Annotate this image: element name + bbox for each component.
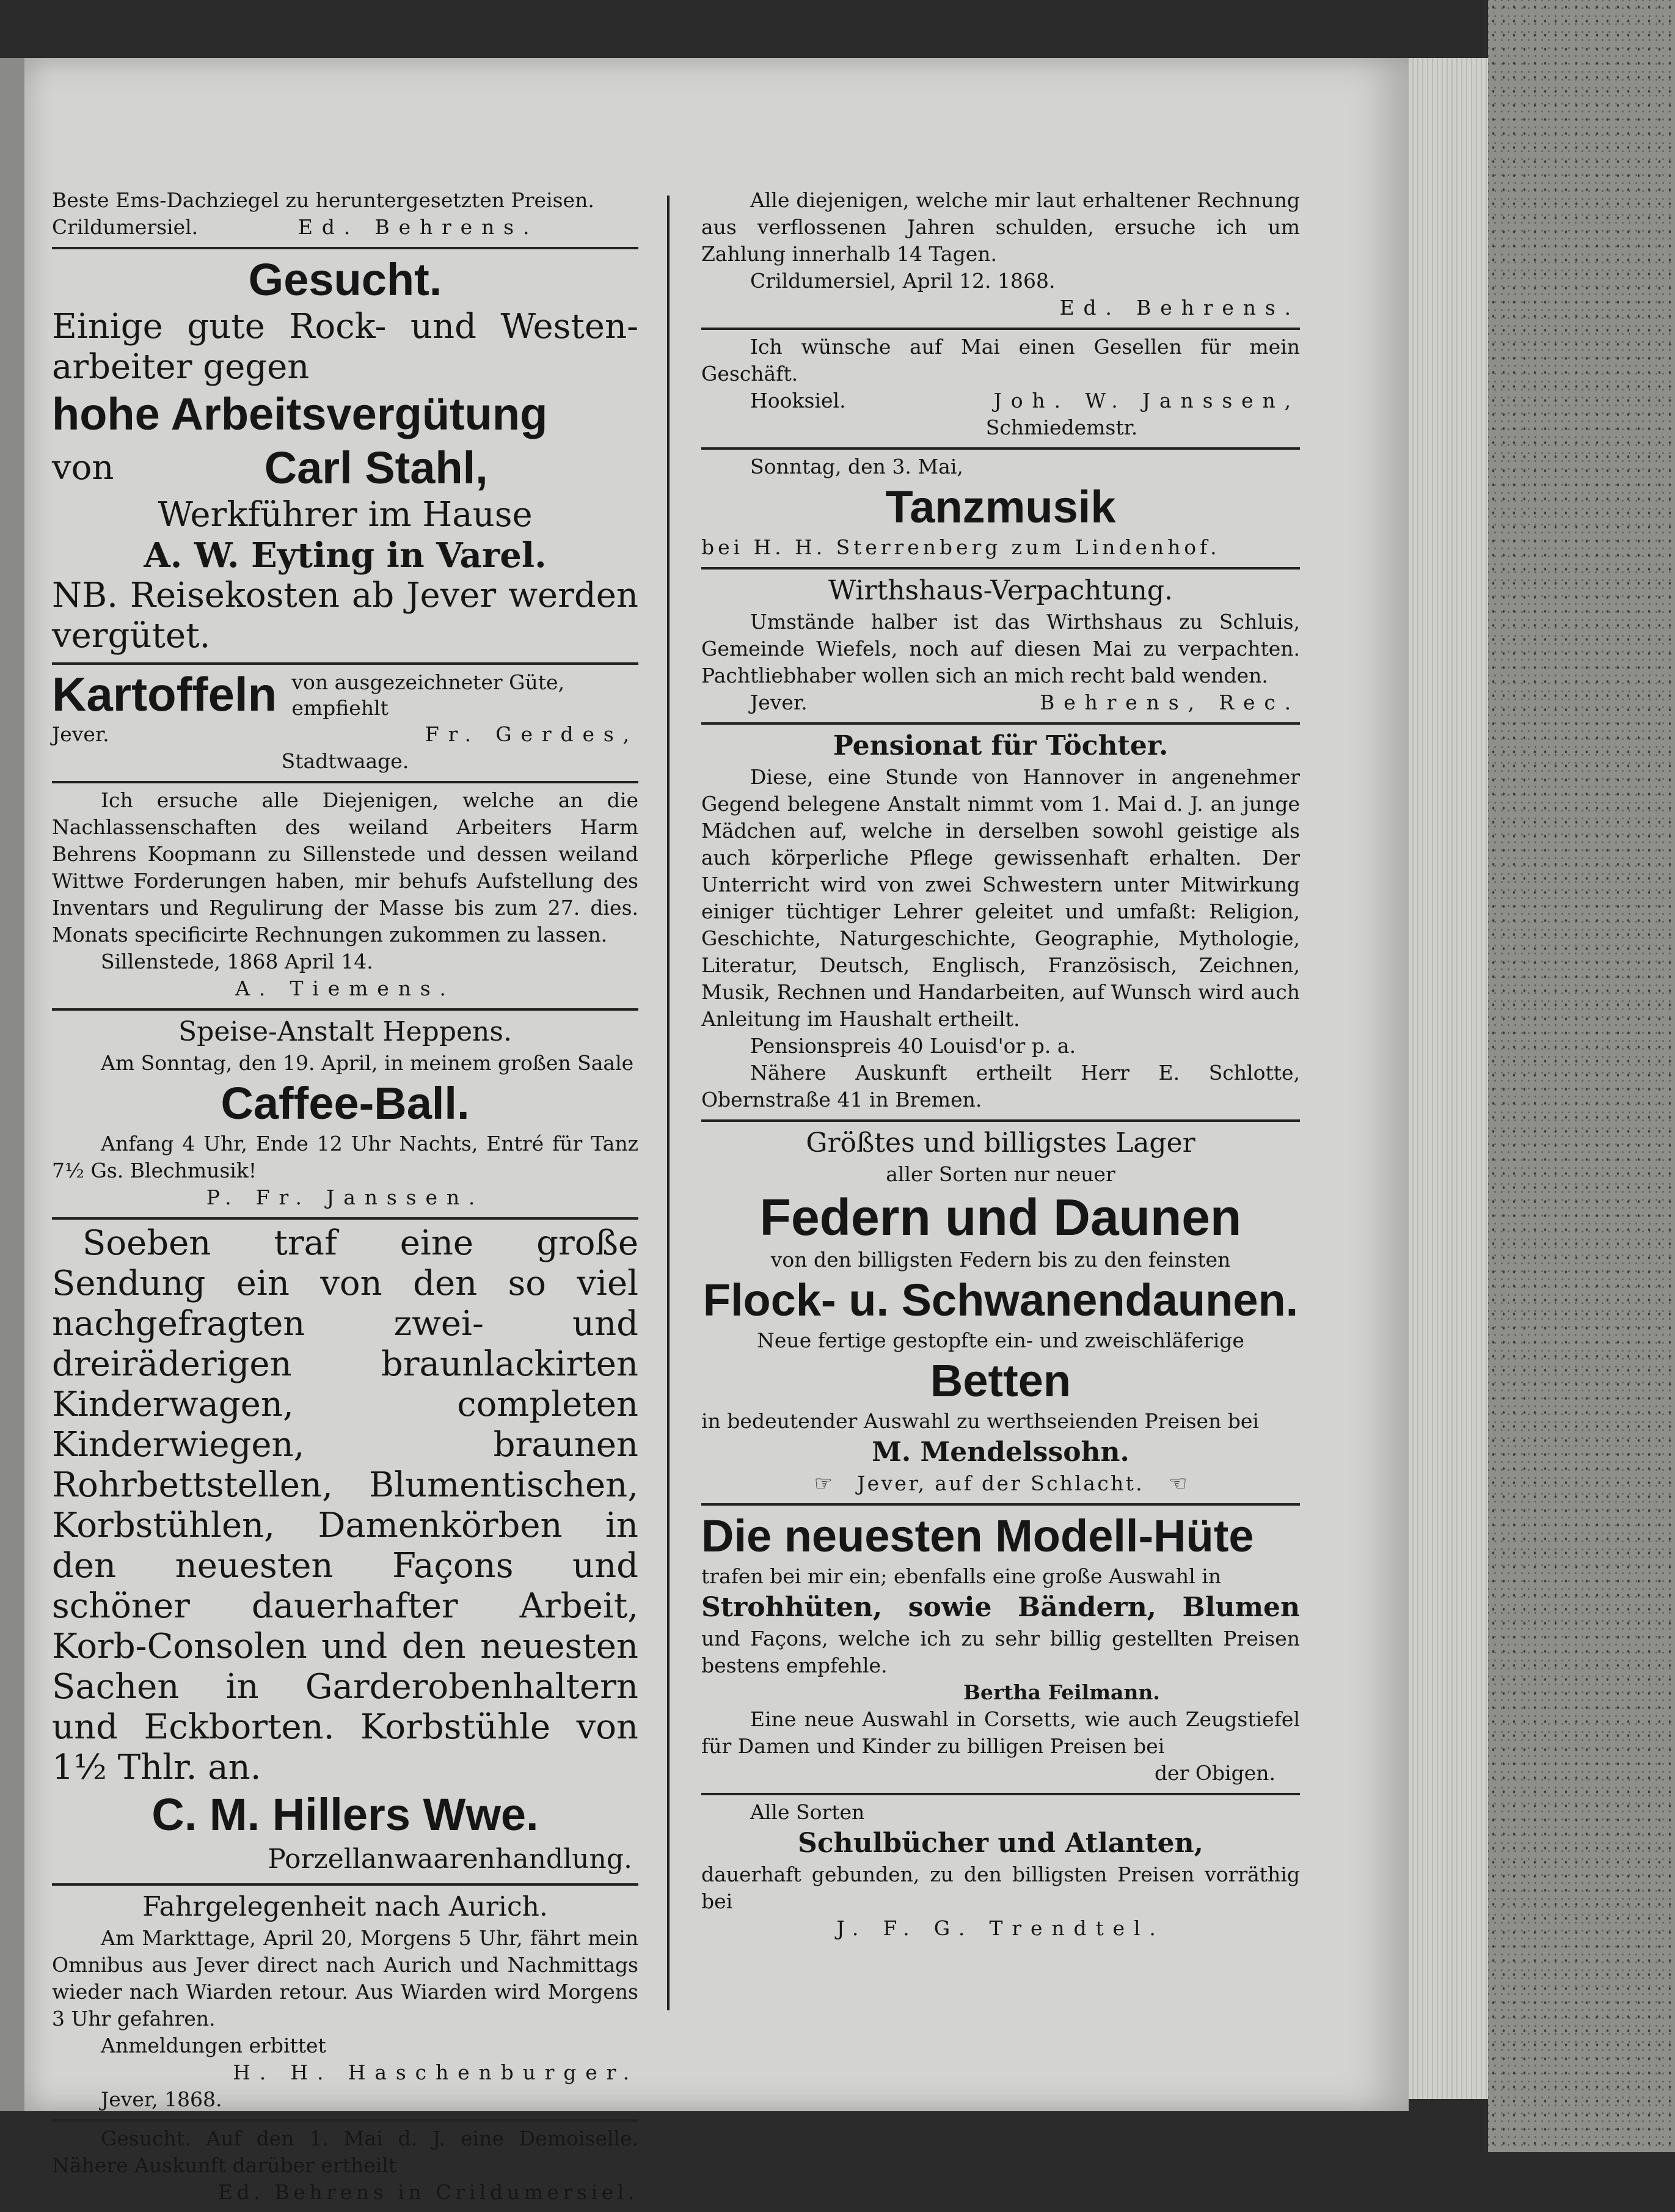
- ad-text: Ich wünsche auf Mai einen Gesellen für mein Geschäft.: [701, 335, 1300, 386]
- ad-place: Jever.: [52, 722, 109, 746]
- ad-text: und Façons, welche ich zu sehr billig gestellten Preisen bestens empfehle.: [701, 1627, 1300, 1677]
- ad-text: Einige gute Rock- und Westen-: [52, 307, 638, 346]
- ad-kinderwagen: [52, 1220, 638, 1886]
- ad-text: Alle diejenigen, welche mir laut erhaltener Rechnung aus verflossenen Jahren schulden, ersuche ich um Zahlung innerhalb 14 Tagen.: [701, 188, 1300, 266]
- ad-title: Speise-Anstalt Heppens.: [178, 1016, 512, 1047]
- ad-text: in bedeutender Auswahl zu werthseienden Preisen bei: [701, 1409, 1259, 1433]
- ad-title: Kartoffeln: [52, 667, 277, 721]
- ad-title: Fahrgelegenheit nach Aurich.: [142, 1891, 548, 1922]
- ad-text: Am Sonntag, den 19. April, in meinem großen Saale: [101, 1051, 634, 1075]
- ad-geselle: [701, 330, 1300, 450]
- ad-date: Crildumersiel, April 12. 1868.: [750, 269, 1056, 293]
- ad-caffee-ball: [52, 1011, 638, 1220]
- ad-kartoffeln: [52, 665, 638, 783]
- ad-text: von: [52, 448, 114, 488]
- ad-headline: Schulbücher und Atlanten,: [798, 1828, 1203, 1859]
- ad-text: Soeben traf eine große Sendung ein von den so viel nachgefragten zwei- und dreiräderigen braunlackirten Kinderwagen, completen Kinderwiegen, braunen Rohrbettstellen, Blumentischen, Korbstühlen, Damenkörben in den neuesten Façons und schöner dauerhafter Arbeit, Korb-Consolen und den neuesten Sachen in Garderobenhaltern und Eckborten. Korbstühle von 1½ Thlr. an.: [52, 1223, 638, 1787]
- pointing-hand-left-icon: ☜: [1168, 1471, 1188, 1496]
- ad-text: von ausgezeichneter Güte,: [291, 670, 565, 694]
- book-gutter: [0, 58, 24, 2111]
- ad-demoiselle: [52, 2122, 638, 2212]
- ad-text: Gesucht. Auf den 1. Mai d. J. eine Demoiselle. Nähere Auskunft darüber ertheilt: [52, 2126, 638, 2177]
- ad-text: Eine neue Auswahl in Corsetts, wie auch Zeugstiefel für Damen und Kinder zu billigen Preisen bei: [701, 1707, 1300, 1758]
- ad-text: Anmeldungen erbittet: [101, 2034, 326, 2057]
- ad-headline: Flock- u. Schwanendaunen.: [702, 1275, 1299, 1325]
- ad-place: Jever.: [750, 690, 808, 714]
- ad-headline: Federn und Daunen: [759, 1188, 1242, 1246]
- ad-headline: Strohhüten, sowie Bändern, Blumen: [701, 1592, 1300, 1623]
- ad-name: M. Mendelssohn.: [872, 1437, 1129, 1468]
- ad-schulbuecher: [701, 1795, 1300, 1948]
- ad-text: A. W. Eyting in Varel.: [144, 535, 547, 576]
- ad-text: bei H. H. Sterrenberg zum Lindenhof.: [701, 535, 1221, 559]
- ad-signature: Joh. W. Janssen,: [993, 389, 1300, 412]
- ad-nachlass: [52, 783, 638, 1011]
- ad-title: Wirthshaus-Verpachtung.: [828, 575, 1173, 606]
- ad-text: Pensionspreis 40 Louisd'or p. a.: [750, 1034, 1076, 1058]
- ad-signature: Ed. Behrens in Crildumersiel.: [217, 2180, 638, 2204]
- ad-modell-huete: [701, 1506, 1300, 1795]
- column-divider: [667, 196, 670, 2010]
- ad-place: Hooksiel.: [750, 389, 846, 412]
- ad-name: Carl Stahl,: [264, 442, 488, 493]
- ad-fahrgelegenheit: [52, 1886, 638, 2122]
- ad-text: empfiehlt: [291, 696, 389, 720]
- ad-text: dauerhaft gebunden, zu den billigsten Preisen vorräthig bei: [701, 1862, 1300, 1913]
- ad-federn-daunen: [701, 1122, 1300, 1506]
- ad-gesucht-arbeiter: [52, 249, 638, 665]
- ad-title: Gesucht.: [248, 254, 442, 305]
- ad-text: aller Sorten nur neuer: [886, 1162, 1115, 1186]
- ad-wirthshaus: [701, 569, 1300, 725]
- ad-signature: P. Fr. Janssen.: [206, 1185, 484, 1209]
- page-edges: [1409, 58, 1488, 2099]
- ad-signature: Ed. Behrens.: [1059, 296, 1300, 320]
- ad-date: Jever, 1868.: [101, 2087, 222, 2111]
- ad-tanzmusik: [701, 450, 1300, 569]
- ad-headline: Betten: [930, 1355, 1071, 1406]
- ad-place: Jever, auf der Schlacht.: [857, 1471, 1144, 1495]
- book-cover: [1488, 0, 1675, 2152]
- ad-text: arbeiter gegen: [52, 347, 310, 387]
- ad-signature: Bertha Feilmann.: [963, 1680, 1160, 1704]
- ad-text: Schmiedemstr.: [985, 416, 1138, 439]
- ad-text: Alle Sorten: [750, 1800, 865, 1824]
- ad-place: Crildumersiel.: [52, 215, 199, 239]
- ad-signature: A. Tiemens.: [235, 976, 455, 1000]
- ad-text: von den billigsten Federn bis zu den feinsten: [770, 1248, 1231, 1272]
- left-column: [52, 183, 638, 2212]
- ad-title: Pensionat für Töchter.: [833, 730, 1169, 761]
- ad-text: Umstände halber ist das Wirthshaus zu Schluis, Gemeinde Wiefels, noch auf diesen Mai zu verpachten. Pachtliebhaber wollen sich an mich recht bald wenden.: [701, 610, 1300, 687]
- ad-text: Diese, eine Stunde von Hannover in angenehmer Gegend belegene Anstalt nimmt vom 1. Mai d. J. an junge Mädchen auf, welche in derselben sowohl geistige als auch körperliche Pflege gewissenhaft erhalten. Der Unterricht wird von zwei Schwestern unter Mitwirkung einiger tüchtiger Lehrer geleitet und umfaßt: Religion, Geschichte, Naturgeschichte, Geographie, Mythologie, Literatur, Deutsch, Englisch, Französisch, Zeichnen, Musik, Rechnen und Handarbeiten, auf Wunsch wird auch Anleitung im Haushalt ertheilt.: [701, 765, 1300, 1031]
- ad-signature: H. H. Haschenburger.: [233, 2060, 638, 2084]
- ad-text: Ich ersuche alle Diejenigen, welche an die Nachlassenschaften des weiland Arbeiters Harm Behrens Koopmann zu Sillenstede und dessen weiland Wittwe Forderungen haben, mir behufs Aufstellung des Inventars und Regulirung der Masse bis zum 27. dies. Monats specificirte Rechnungen zukommen zu lassen.: [52, 788, 638, 947]
- ad-text: NB. Reisekosten ab Jever werden: [52, 576, 638, 615]
- ad-headline: Tanzmusik: [885, 482, 1116, 532]
- ad-text: Porzellanwaarenhandlung.: [268, 1844, 632, 1875]
- ad-signature: Ed. Behrens.: [297, 215, 539, 239]
- ad-headline: Caffee-Ball.: [221, 1078, 470, 1129]
- ad-text: Neue fertige gestopfte ein- und zweischläferige: [757, 1328, 1244, 1352]
- ad-title: Größtes und billigstes Lager: [806, 1127, 1195, 1159]
- ad-signature: Fr. Gerdes,: [425, 722, 638, 746]
- ad-text: trafen bei mir ein; ebenfalls eine große Auswahl in: [701, 1564, 1222, 1588]
- ad-text: Stadtwaage.: [281, 749, 409, 773]
- ad-zahlung: [701, 183, 1300, 330]
- right-column: [701, 183, 1300, 1948]
- ad-text: Am Markttage, April 20, Morgens 5 Uhr, fährt mein Omnibus aus Jever direct nach Aurich und Nachmittags wieder nach Wiarden retour. Aus Wiarden wird Morgens 3 Uhr gefahren.: [52, 1926, 638, 2031]
- ad-text: Anfang 4 Uhr, Ende 12 Uhr Nachts, Entré für Tanz 7½ Gs. Blechmusik!: [52, 1132, 638, 1182]
- pointing-hand-right-icon: ☞: [814, 1471, 833, 1496]
- ad-text: Sonntag, den 3. Mai,: [750, 455, 963, 478]
- ad-text: Nähere Auskunft ertheilt Herr E. Schlotte, Obernstraße 41 in Bremen.: [701, 1061, 1300, 1111]
- ad-title: Die neuesten Modell-Hüte: [701, 1511, 1254, 1561]
- ad-text: Werkführer im Hause: [158, 495, 533, 535]
- ad-signature: Behrens, Rec.: [1040, 690, 1300, 714]
- ad-signature: J. F. G. Trendtel.: [836, 1916, 1165, 1940]
- ad-text: Beste Ems-Dachziegel zu heruntergesetzten Preisen.: [52, 188, 594, 212]
- ad-headline: hohe Arbeitsvergütung: [52, 389, 548, 439]
- ad-pensionat: [701, 725, 1300, 1122]
- ad-signature: der Obigen.: [1154, 1761, 1275, 1785]
- ad-name: C. M. Hillers Wwe.: [151, 1789, 539, 1840]
- ad-text: vergütet.: [52, 616, 211, 656]
- ad-dachziegel: [52, 183, 638, 249]
- ad-date: Sillenstede, 1868 April 14.: [101, 950, 373, 973]
